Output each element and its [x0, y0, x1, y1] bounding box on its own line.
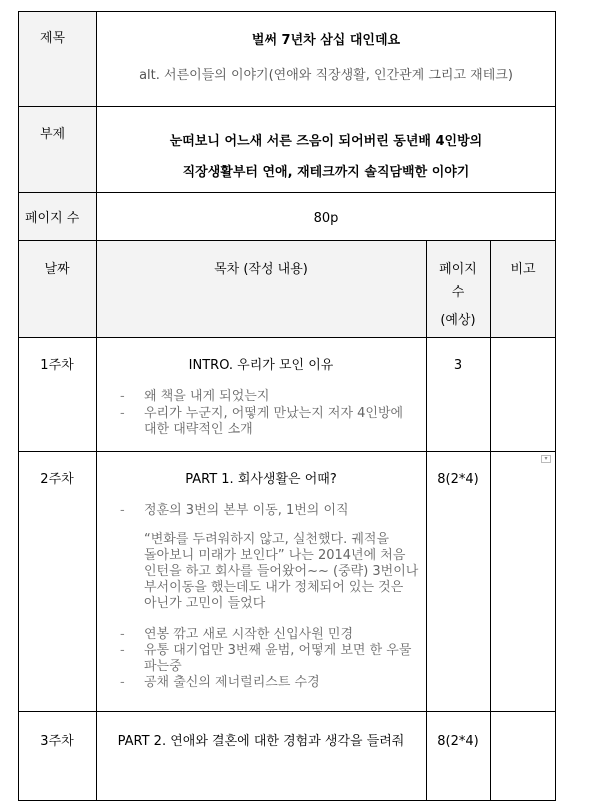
subtitle-label: 부제: [40, 127, 66, 142]
list-item-text: 파는중: [144, 659, 182, 674]
list-item: [120, 675, 320, 691]
week-label: 2주차: [40, 472, 74, 487]
quote-line: 부서이동을 했는데도 내가 정체되어 있는 것은: [144, 580, 404, 595]
section-title: PART 2. 연애와 결혼에 대한 경험과 생각을 들려줘: [117, 734, 405, 749]
col-divider: [96, 241, 97, 801]
list-item-text: 유통 대기업만 3번째 윤범, 어떻게 보면 한 우물: [144, 643, 412, 658]
header-pages-3: (예상): [440, 313, 476, 328]
meta-row-divider: [18, 106, 556, 107]
list-item-text: 대한 대략적인 소개: [144, 422, 253, 437]
page-estimate: 8(2*4): [437, 734, 479, 749]
page-estimate: 3: [453, 358, 463, 373]
cell-dropdown-icon[interactable]: ▾: [541, 455, 551, 463]
list-item-text: 정훈의 3번의 본부 이동, 1번의 이직: [144, 503, 349, 518]
quote-line: “변화를 두려워하지 않고, 실천했다. 궤적을: [144, 532, 390, 547]
bullet-dash: -: [120, 675, 125, 690]
page-estimate: 8(2*4): [437, 472, 479, 487]
list-item: [120, 503, 349, 519]
section-title: PART 1. 회사생활은 어때?: [185, 472, 337, 487]
row-divider: [18, 711, 556, 712]
title-label: 제목: [40, 31, 66, 46]
header-contents: 목차 (작성 내용): [214, 262, 308, 277]
meta-row-divider: [18, 192, 556, 193]
header-date: 날짜: [44, 262, 70, 277]
quote-line: 아닌가 고민이 들었다: [144, 596, 266, 611]
quote-line: 인턴을 하고 회사를 들어왔어~~ (중략) 3번이나: [144, 564, 419, 579]
header-pages-2: 수: [451, 285, 465, 300]
header-pages-1: 페이지: [439, 262, 477, 277]
week-label: 3주차: [40, 734, 74, 749]
bullet-dash: -: [120, 389, 125, 404]
bullet-dash: -: [120, 406, 125, 421]
bullet-dash: -: [120, 627, 125, 642]
quote-line: 돌아보니 미래가 보인다” 나는 2014년에 처음: [144, 548, 406, 563]
list-item-text: 왜 책을 내게 되었는지: [144, 389, 270, 404]
bullet-dash: -: [120, 503, 125, 518]
page-count-label: 페이지 수: [25, 211, 80, 226]
quote-paragraph: [144, 532, 418, 612]
bullet-dash: -: [120, 643, 125, 658]
list-item: [120, 643, 411, 675]
page-count-value: 80p: [313, 211, 339, 226]
list-item-text: 공채 출신의 제너럴리스트 수경: [144, 675, 320, 690]
subtitle-line-2: 직장생활부터 연애, 재테크까지 솔직담백한 이야기: [182, 165, 470, 180]
row-divider: [18, 337, 556, 338]
section-title: INTRO. 우리가 모인 이유: [188, 358, 334, 373]
col-divider: [490, 241, 491, 801]
subtitle-line-1: 눈떠보니 어느새 서른 즈음이 되어버린 동년배 4인방의: [169, 134, 483, 149]
list-item: [120, 389, 269, 405]
header-note: 비고: [510, 262, 536, 277]
week-label: 1주차: [40, 358, 74, 373]
document-alt-title: alt. 서른이들의 이야기(연애와 직장생활, 인간관계 그리고 재테크): [139, 68, 513, 83]
row-divider: [18, 451, 556, 452]
list-item: [120, 406, 403, 438]
document-title: 벌써 7년차 삼십 대인데요: [251, 33, 401, 48]
list-item-text: 연봉 깎고 새로 시작한 신입사원 민경: [144, 627, 354, 642]
list-item-text: 우리가 누군지, 어떻게 만났는지 저자 4인방에: [144, 406, 404, 421]
list-item: [120, 627, 353, 643]
